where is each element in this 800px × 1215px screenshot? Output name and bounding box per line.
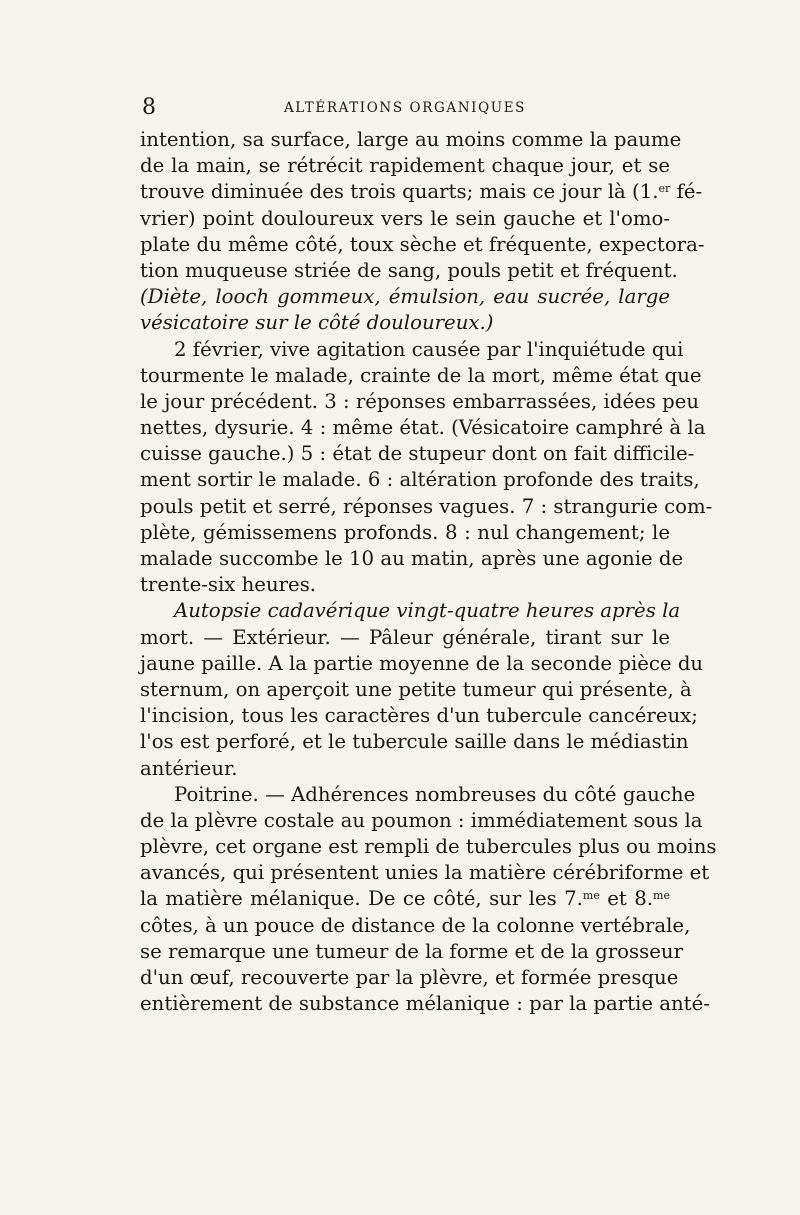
text-line: avancés, qui présentent unies la matière cérébriforme et [140, 861, 710, 885]
text-line: tourmente le malade, crainte de la mort, même état que [140, 363, 702, 387]
text-line: de la plèvre costale au poumon : immédiatement sous la [140, 808, 703, 832]
text-line: plèvre, cet organe est rempli de tubercules plus ou moins [140, 835, 717, 859]
text-line: de la main, se rétrécit rapidement chaque jour, et se [140, 154, 670, 178]
text-line: pouls petit et serré, réponses vagues. 7 : strangurie com- [140, 494, 713, 518]
page-number: 8 [142, 95, 156, 120]
text-line: trente-six heures. [140, 573, 317, 597]
text-line: la matière mélanique. De ce côté, sur les 7.$^{me}$ et 8.$^{me}$ [140, 887, 670, 911]
text-line: plète, gémissemens profonds. 8 : nul changement; le [140, 520, 670, 544]
text-line: antérieur. [140, 756, 238, 780]
text-line: mort. — Extérieur. — Pâleur générale, tirant sur le [140, 625, 670, 649]
text-line: vésicatoire sur le côté douloureux.) [140, 311, 494, 335]
body-text [140, 127, 717, 1017]
text-line: se remarque une tumeur de la forme et de la grosseur [140, 939, 683, 963]
text-line: l'os est perforé, et le tubercule saille dans le médiastin [140, 730, 689, 754]
text-line: côtes, à un pouce de distance de la colonne vertébrale, [140, 913, 691, 937]
text-line: entièrement de substance mélanique : par la partie anté- [140, 992, 710, 1016]
text-line: Poitrine. — Adhérences nombreuses du côté gauche [174, 782, 696, 806]
text-line: Autopsie cadavérique vingt-quatre heures après la [174, 599, 681, 623]
text-line: sternum, on aperçoit une petite tumeur qui présente, à [140, 677, 692, 701]
text-line: l'incision, tous les caractères d'un tubercule cancéreux; [140, 704, 698, 728]
text-line: intention, sa surface, large au moins comme la paume [140, 128, 682, 151]
text-line: 2 février, vive agitation causée par l'inquiétude qui [174, 337, 684, 361]
text-line: cuisse gauche.) 5 : état de stupeur dont on fait difficile- [140, 442, 695, 466]
text-line: (Diète, looch gommeux, émulsion, eau sucrée, large [140, 285, 670, 309]
text-line: plate du même côté, toux sèche et fréquente, expectora- [140, 232, 705, 256]
page-header [140, 95, 670, 125]
text-line: ment sortir le malade. 6 : altération profonde des traits, [140, 468, 700, 492]
text-line: vrier) point douloureux vers le sein gauche et l'omo- [140, 206, 670, 230]
text-line: tion muqueuse striée de sang, pouls petit et fréquent. [140, 258, 678, 282]
text-line: nettes, dysurie. 4 : même état. (Vésicatoire camphré à la [140, 416, 706, 440]
text-line: trouve diminuée des trois quarts; mais ce jour là (1.$^{er}$ fé- [140, 180, 703, 204]
running-title: ALTÉRATIONS ORGANIQUES [283, 100, 527, 116]
text-line: jaune paille. A la partie moyenne de la seconde pièce du [140, 651, 704, 675]
text-line: malade succombe le 10 au matin, après une agonie de [140, 547, 684, 570]
text-line: le jour précédent. 3 : réponses embarrassées, idées peu [140, 389, 700, 413]
text-line: d'un œuf, recouverte par la plèvre, et formée presque [140, 966, 679, 989]
